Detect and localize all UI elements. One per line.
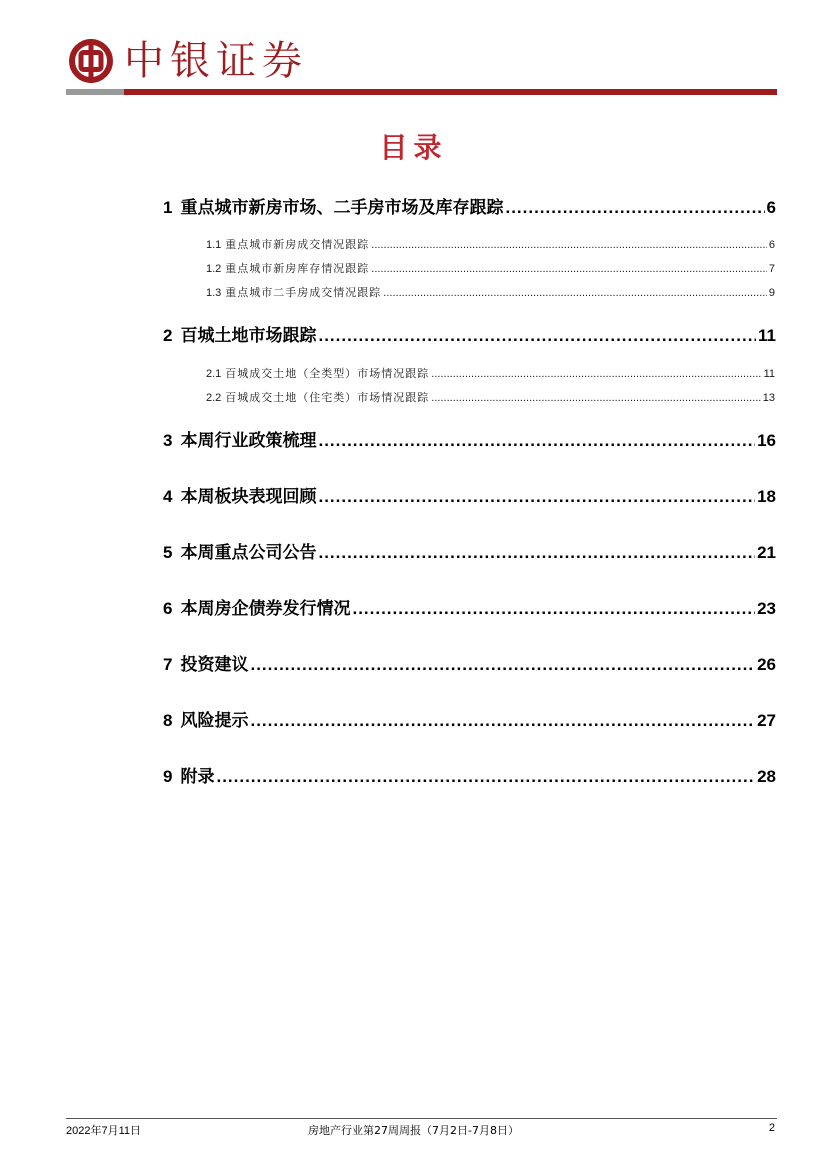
header-rule-gray [66, 89, 124, 95]
toc-dot-leader [371, 237, 767, 253]
toc-entry-number: 6 [163, 599, 173, 618]
footer-report-title: 房地产行业第27周周报（7月2日-7月8日） [308, 1124, 519, 1137]
toc-page-number: 9 [768, 287, 775, 299]
toc-entry-8[interactable] [163, 709, 776, 733]
toc-dot-leader [371, 261, 767, 277]
toc-page-number: 28 [757, 767, 776, 786]
toc-entry-7[interactable] [163, 653, 776, 677]
toc-entry-9[interactable] [163, 765, 776, 789]
toc-entry-label: 投资建议 [180, 655, 249, 675]
toc-entry-label: 附录 [180, 767, 215, 787]
toc-page-number: 21 [757, 543, 776, 562]
toc-entry-number: 1 [163, 198, 173, 217]
toc-dot-leader [216, 765, 755, 789]
toc-entry-number: 2 [163, 326, 173, 345]
toc-dot-leader [352, 597, 755, 621]
toc-entry-1-2[interactable] [206, 261, 775, 277]
brand-name: 中银证券 [124, 38, 308, 84]
toc-entry-label: 百城土地市场跟踪 [180, 326, 317, 346]
toc-dot-leader [431, 366, 761, 382]
toc-entry-number: 1.3 [206, 287, 222, 299]
toc-entry-label: 重点城市二手房成交情况跟踪 [225, 286, 382, 299]
toc-entry-label: 本周板块表现回顾 [180, 487, 317, 507]
toc-entry-2-2[interactable] [206, 390, 775, 406]
toc-entry-label: 本周房企债券发行情况 [180, 599, 351, 619]
toc-entry-number: 3 [163, 431, 173, 450]
toc-entry-number: 2.2 [206, 392, 222, 404]
toc-entry-3[interactable] [163, 429, 776, 453]
toc-entry-number: 4 [163, 487, 173, 506]
toc-entry-number: 8 [163, 711, 173, 730]
toc-entry-number: 2.1 [206, 368, 222, 380]
toc-dot-leader [383, 285, 767, 301]
toc-entry-number: 9 [163, 767, 173, 786]
toc-title: 目录 [379, 131, 448, 164]
toc-dot-leader [318, 485, 755, 509]
footer-rule [66, 1118, 777, 1119]
toc-page-number: 7 [768, 263, 775, 275]
toc-entry-label: 风险提示 [180, 711, 249, 731]
toc-entry-label: 本周行业政策梳理 [180, 431, 317, 451]
toc-entry-label: 重点城市新房市场、二手房市场及库存跟踪 [180, 198, 504, 218]
toc-entry-label: 重点城市新房成交情况跟踪 [225, 238, 370, 251]
toc-dot-leader [250, 653, 755, 677]
toc-page-number: 11 [758, 326, 776, 345]
toc-dot-leader [318, 324, 756, 348]
footer-page-number: 2 [768, 1122, 775, 1134]
toc-entry-1[interactable] [163, 196, 776, 220]
toc-entry-1-3[interactable] [206, 285, 775, 301]
toc-page-number: 6 [768, 239, 775, 251]
toc-dot-leader [505, 196, 764, 220]
toc-entry-5[interactable] [163, 541, 776, 565]
toc-entry-label: 百城成交土地（全类型）市场情况跟踪 [225, 367, 430, 380]
toc-dot-leader [318, 541, 755, 565]
toc-entry-number: 5 [163, 543, 173, 562]
toc-entry-1-1[interactable] [206, 237, 775, 253]
toc-dot-leader [431, 390, 760, 406]
toc-entry-2[interactable] [163, 324, 776, 348]
toc-dot-leader [250, 709, 755, 733]
toc-page-number: 26 [757, 655, 776, 674]
toc-page-number: 18 [757, 487, 776, 506]
toc-entry-number: 7 [163, 655, 173, 674]
toc-entry-label: 百城成交土地（住宅类）市场情况跟踪 [225, 391, 430, 404]
toc-entry-label: 本周重点公司公告 [180, 543, 317, 563]
footer-date: 2022年7月11日 [66, 1125, 142, 1137]
toc-entry-2-1[interactable] [206, 366, 775, 382]
toc-entry-number: 1.1 [206, 239, 222, 251]
toc-entry-number: 1.2 [206, 263, 222, 275]
bank-of-china-logo [68, 38, 114, 84]
toc-page-number: 27 [757, 711, 776, 730]
toc-entry-label: 重点城市新房库存情况跟踪 [225, 262, 370, 275]
toc-entry-4[interactable] [163, 485, 776, 509]
toc-page-number: 23 [757, 599, 776, 618]
header-rule-red [124, 89, 777, 95]
toc-entry-6[interactable] [163, 597, 776, 621]
toc-page-number: 6 [766, 198, 776, 217]
toc-page-number: 11 [763, 368, 775, 380]
toc-page-number: 13 [762, 392, 775, 404]
toc-page-number: 16 [757, 431, 776, 450]
toc-dot-leader [318, 429, 755, 453]
